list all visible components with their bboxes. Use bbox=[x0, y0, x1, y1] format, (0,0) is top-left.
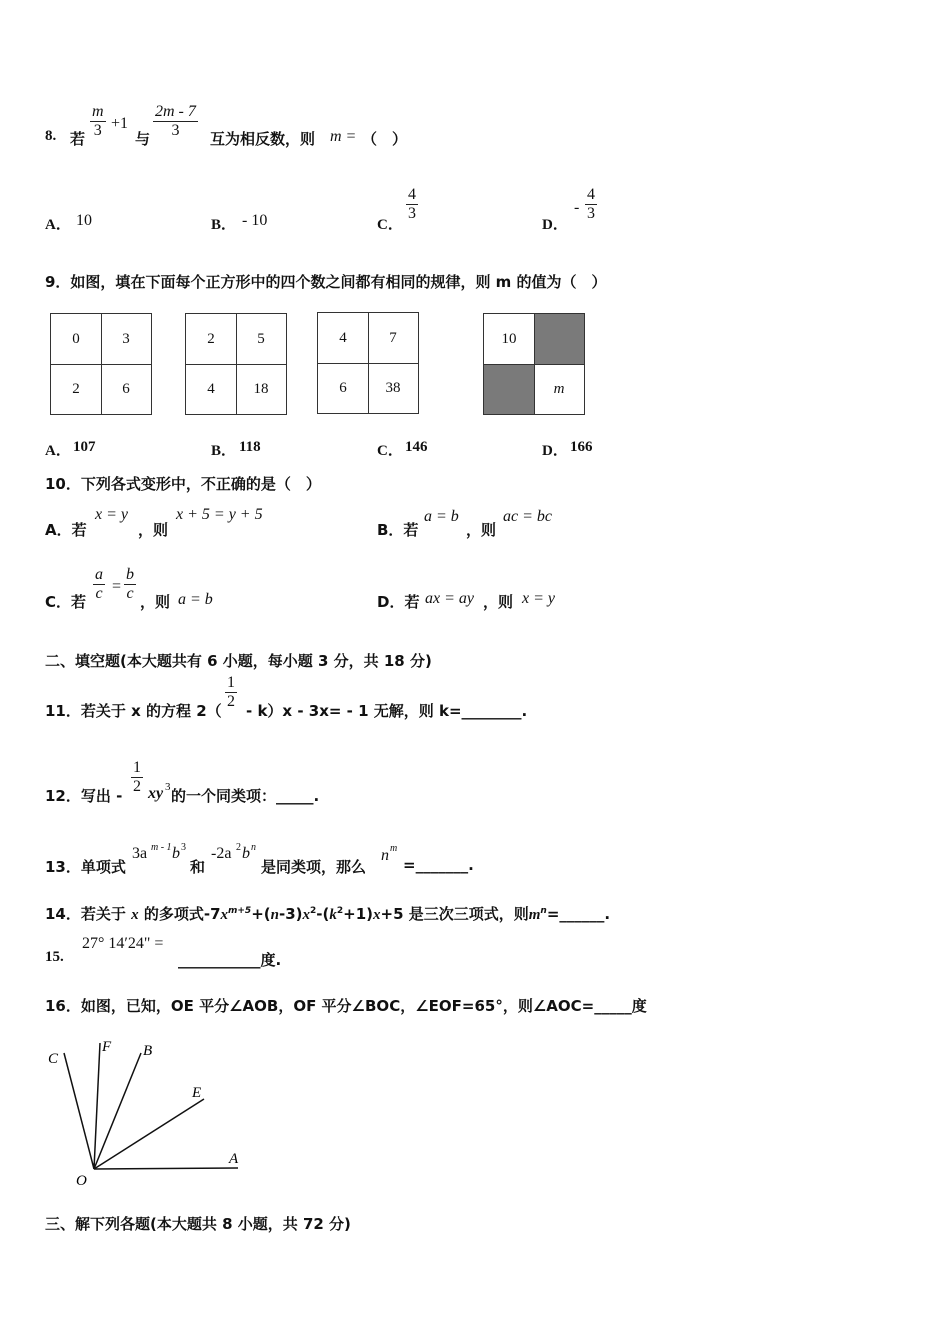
q10-text: 10．下列各式变形中，不正确的是（ ） bbox=[45, 475, 321, 493]
q10-c-den1: c bbox=[95, 585, 103, 602]
q10-option-b-then: ，则 bbox=[466, 521, 497, 539]
q9-grid-3-cell: 4 bbox=[339, 329, 347, 346]
q14-mid2: +( bbox=[251, 905, 271, 923]
q10-option-d-cond: ax = ay bbox=[425, 590, 474, 607]
label-f: F bbox=[102, 1039, 112, 1055]
q16-angle-diagram bbox=[40, 1035, 250, 1195]
q12-fraction bbox=[131, 759, 143, 796]
q15-number: 15. bbox=[45, 949, 64, 965]
q13-exp2: 2 bbox=[236, 842, 241, 853]
q14-n: n bbox=[270, 907, 279, 923]
ray-oa bbox=[94, 1168, 238, 1169]
q9-option-d-value: 166 bbox=[570, 439, 593, 455]
ray-oe bbox=[94, 1099, 204, 1169]
q9-grid-2 bbox=[185, 313, 287, 415]
q14-exp2: 2 bbox=[310, 906, 317, 916]
section-2-heading: 二、填空题(本大题共有 6 小题，每小题 3 分，共 18 分) bbox=[45, 652, 432, 670]
q8-plus-one: +1 bbox=[111, 115, 129, 132]
q10-option-b-result: ac = bc bbox=[503, 508, 552, 525]
q11-fraction bbox=[225, 674, 237, 711]
q14-mid5: +1) bbox=[343, 905, 374, 923]
q10-c-den2: c bbox=[126, 585, 134, 602]
q9-option-d-label: D． bbox=[542, 443, 568, 459]
q12-frac-den: 2 bbox=[133, 778, 141, 795]
q9-grid-2-cell: 18 bbox=[253, 380, 269, 397]
q9-grid-3-cell: 7 bbox=[389, 329, 397, 346]
q14-post: =______. bbox=[546, 905, 611, 923]
q13-pre: 13．单项式 bbox=[45, 858, 126, 876]
q8-fraction-2 bbox=[153, 103, 198, 140]
q13-bexp1: 3 bbox=[181, 842, 186, 853]
q8-option-d-sign: - bbox=[574, 199, 580, 216]
q8-m-eq: m = bbox=[330, 128, 357, 145]
q13-bexp2: n bbox=[251, 842, 256, 853]
q13-nexp: m bbox=[390, 843, 398, 854]
label-o: O bbox=[76, 1173, 87, 1189]
q12-term: xy bbox=[148, 785, 164, 802]
q9-grid-3 bbox=[317, 312, 419, 414]
q9-option-c-value: 146 bbox=[405, 439, 428, 455]
q15-angle: 27° 14′24" = bbox=[82, 935, 164, 952]
q10-option-c-fraction-2 bbox=[124, 566, 136, 603]
q16-text: 16．如图，已知，OE 平分∠AOB，OF 平分∠BOC，∠EOF=65°，则∠AOC=_____度 bbox=[45, 997, 647, 1015]
q14-mid6: +5 是三次三项式，则 bbox=[380, 905, 529, 923]
q10-option-d-result: x = y bbox=[522, 590, 555, 607]
q9-grid-1-cell: 2 bbox=[72, 380, 80, 397]
q10-option-b-label: B．若 bbox=[377, 521, 419, 539]
q8-option-c-den: 3 bbox=[408, 205, 416, 222]
q14-exp1: m+5 bbox=[228, 906, 252, 916]
q9-grid-1-cell: 6 bbox=[122, 380, 130, 397]
q9-option-c-label: C． bbox=[377, 443, 403, 459]
q9-grid-3-cell: 6 bbox=[339, 379, 347, 396]
q8-frac1-num: m bbox=[92, 103, 104, 120]
q9-grid-1-cell: 3 bbox=[122, 330, 130, 347]
q8-option-d-num: 4 bbox=[587, 186, 595, 203]
q8-option-a-value: 10 bbox=[76, 212, 92, 229]
q11-frac-num: 1 bbox=[227, 674, 235, 691]
ray-of bbox=[94, 1043, 100, 1169]
q11-frac-den: 2 bbox=[227, 693, 235, 710]
q14-x2: x bbox=[220, 907, 229, 923]
q12-pre: 12．写出 - bbox=[45, 787, 123, 805]
q9-grid-4-shaded-cell bbox=[484, 364, 534, 414]
ray-oc bbox=[64, 1053, 94, 1169]
q9-grid-2-cell: 2 bbox=[207, 330, 215, 347]
q15-post: ___________度. bbox=[178, 951, 282, 969]
q8-option-a-label: A． bbox=[45, 217, 71, 233]
q8-yu: 与 bbox=[135, 130, 151, 148]
q13-b1: b bbox=[172, 845, 180, 862]
q12-post: 的一个同类项：_____. bbox=[171, 787, 320, 805]
q9-grid-2-cell: 5 bbox=[257, 330, 265, 347]
q10-c-eq: = bbox=[112, 578, 122, 595]
q9-option-a-label: A． bbox=[45, 443, 71, 459]
q13-b2: b bbox=[242, 845, 250, 862]
q14-x4: x bbox=[373, 907, 381, 923]
q10-option-c-result: a = b bbox=[178, 591, 213, 608]
q8-option-b-label: B． bbox=[211, 217, 237, 233]
q8-fraction-1 bbox=[90, 103, 106, 140]
q13-term1: 3a bbox=[132, 845, 148, 862]
q10-option-a-then: ，则 bbox=[138, 521, 169, 539]
q10-option-a-result: x + 5 = y + 5 bbox=[176, 506, 263, 523]
q8-ruo: 若 bbox=[70, 130, 86, 148]
q9-grid-4-cell: 10 bbox=[501, 330, 517, 347]
q14-exp3: 2 bbox=[336, 906, 344, 916]
q8-option-d-den: 3 bbox=[587, 205, 595, 222]
q8-option-c-fraction bbox=[406, 186, 418, 223]
q9-text: 9．如图，填在下面每个正方形中的四个数之间都有相同的规律，则 m 的值为（ ） bbox=[45, 273, 607, 291]
q9-grid-3-cell: 38 bbox=[385, 379, 401, 396]
q8-frac2-den: 3 bbox=[171, 122, 180, 139]
q14-pre: 14．若关于 bbox=[45, 905, 126, 923]
ray-ob bbox=[94, 1053, 141, 1169]
q8-option-b-value: - 10 bbox=[242, 212, 268, 229]
q8-option-d-label: D． bbox=[542, 217, 568, 233]
q10-option-c-then: ，则 bbox=[140, 593, 171, 611]
q14-x3: x bbox=[302, 907, 311, 923]
q10-option-a-label: A．若 bbox=[45, 521, 87, 539]
q14-mexp: n bbox=[540, 906, 547, 916]
q10-option-d-label: D．若 bbox=[377, 593, 420, 611]
q9-option-b-label: B． bbox=[211, 443, 237, 459]
q9-grid-1 bbox=[50, 313, 152, 415]
q14-x: x bbox=[131, 907, 139, 923]
q9-option-a-value: 107 bbox=[73, 439, 96, 455]
section-3-heading: 三、解下列各题(本大题共 8 小题，共 72 分) bbox=[45, 1215, 351, 1233]
q8-paren: （ ） bbox=[362, 130, 408, 148]
q11-pre: 11．若关于 x 的方程 2（ bbox=[45, 702, 222, 720]
q8-option-c-label: C． bbox=[377, 217, 403, 233]
q10-option-b-cond: a = b bbox=[424, 508, 459, 525]
q10-option-d-then: ，则 bbox=[483, 593, 514, 611]
label-c: C bbox=[48, 1051, 59, 1067]
q14-mid3: -3) bbox=[278, 905, 303, 923]
q14-k: k bbox=[329, 907, 337, 923]
q10-c-num2: b bbox=[126, 566, 134, 583]
q13-exp1: m - 1 bbox=[151, 842, 172, 853]
q14-line bbox=[45, 903, 610, 924]
q8-frac1-den: 3 bbox=[93, 122, 102, 139]
q13-post: =_______. bbox=[403, 856, 474, 874]
q10-option-c-fraction-1 bbox=[93, 566, 105, 603]
q10-c-num1: a bbox=[95, 566, 103, 583]
q9-grid-4 bbox=[483, 313, 585, 415]
q11-post: - k）x - 3x= - 1 无解，则 k=________. bbox=[246, 702, 528, 720]
q8-number: 8. bbox=[45, 128, 57, 144]
label-a: A bbox=[229, 1151, 239, 1167]
q10-option-c-label: C．若 bbox=[45, 593, 87, 611]
q13-he: 和 bbox=[190, 858, 206, 876]
q14-mid4: -( bbox=[316, 905, 330, 923]
q9-grid-1-cell: 0 bbox=[72, 330, 80, 347]
q12-exponent: 3 bbox=[165, 781, 171, 793]
q9-grid-4-cell-m: m bbox=[553, 380, 565, 397]
q10-option-a-cond: x = y bbox=[95, 506, 128, 523]
q8-option-d-fraction bbox=[585, 186, 597, 223]
q8-frac2-num: 2m - 7 bbox=[155, 103, 196, 120]
q13-term2: -2a bbox=[211, 845, 232, 862]
label-b: B bbox=[143, 1043, 153, 1059]
q14-mid1: 的多项式-7 bbox=[143, 905, 221, 923]
q8-option-c-num: 4 bbox=[408, 186, 416, 203]
q13-mid: 是同类项，那么 bbox=[261, 858, 367, 876]
q9-option-b-value: 118 bbox=[239, 439, 261, 455]
q12-frac-num: 1 bbox=[133, 759, 141, 776]
q8-text: 互为相反数，则 bbox=[210, 130, 316, 148]
label-e: E bbox=[192, 1085, 202, 1101]
q9-grid-2-cell: 4 bbox=[207, 380, 215, 397]
q14-m: m bbox=[528, 907, 541, 923]
q13-n: n bbox=[381, 847, 389, 864]
q9-grid-4-shaded-cell bbox=[534, 314, 584, 364]
